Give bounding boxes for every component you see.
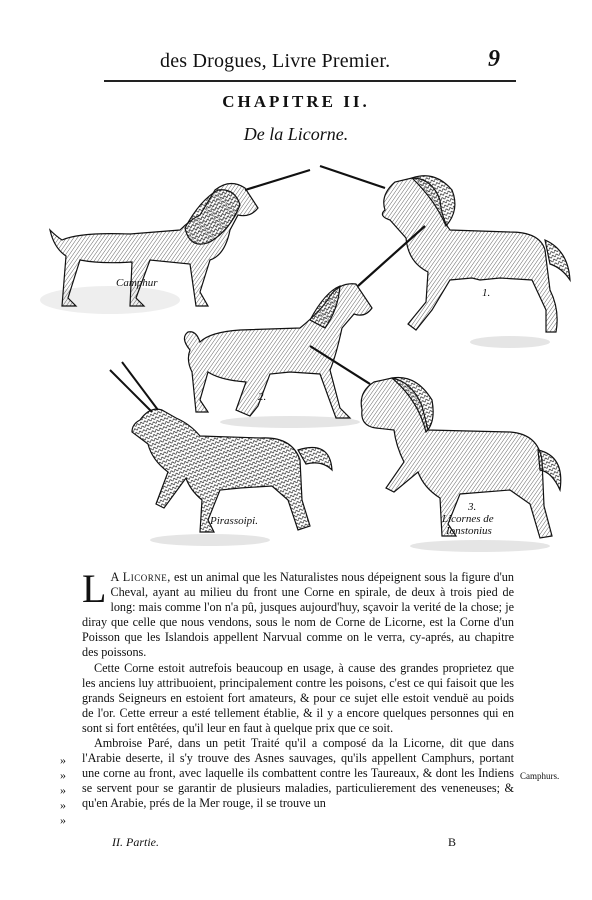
ionstonius-caption-line1: Licornes de	[442, 513, 494, 525]
quote-mark: »	[60, 783, 66, 798]
signature-mark: B	[448, 835, 457, 849]
chapter-title: CHAPITRE II.	[222, 92, 370, 111]
footer-part: II. Partie.	[112, 835, 159, 849]
quote-mark: »	[60, 768, 66, 783]
pirassoipi-figure	[110, 362, 332, 546]
paragraph-3: Ambroise Paré, dans un petit Traité qu'il a composé da la Licorne, dit que dans l'Arabie deserte, il s'y trouve des Asnes sauvages, qu'ils appellent Camphurs, portant une corne au front, avec laquelle ils combattent contre les Taureaux, & dont les Indiens se servent pour se garantir de plusieurs maladies, particulierement des veneneuses; & qu'en Arabie, prés de la Mer rouge, il se trouve un	[82, 736, 514, 811]
margin-note: Camphurs.	[520, 771, 560, 781]
header-rule	[104, 80, 516, 82]
body-text	[82, 566, 514, 812]
engraving-illustration	[40, 160, 580, 560]
camphur-caption: Camphur	[116, 277, 158, 289]
paragraph-1	[82, 566, 514, 661]
quote-mark: »	[60, 753, 66, 767]
unicorn-engraving	[40, 160, 580, 560]
unicorn-3-number: 3.	[468, 501, 477, 513]
quote-mark: »	[60, 798, 66, 813]
quote-mark: »	[60, 813, 66, 828]
page-number: 9	[488, 46, 500, 72]
paragraph-2: Cette Corne estoit autrefois beaucoup en usage, à cause des grandes proprietez que les anciens luy attribuoient, principalement contre les poisons, c'est ce qui faisoit que les grands Seigneurs en estoient fort amateurs, & pour ce sujet elle estoit venduë au poids de l'or. Cette erreur a esté tellement établie, & il y a encore quelques personnes qui en sont si fort entêtées, qu'il leur en faut à quelque prix que ce soit.	[82, 660, 514, 735]
running-head: des Drogues, Livre Premier.	[160, 50, 391, 72]
margin-quote-marks	[60, 753, 78, 828]
unicorn-3-figure	[310, 346, 561, 552]
camphur-figure	[40, 170, 310, 314]
ionstonius-caption-line2: Ionstonius	[446, 525, 492, 537]
paragraph-1-text: est un animal que les Naturalistes nous dépeignent sous la figure d'un Cheval, ayant au milieu du front une Corne en spirale, de deux à trois pied de long: mais comme l'on n'a pû, jusques aujourd'huy, sçavoir la verité de la chose; je diray que celle que nous vendons, sous le nom de Corne de Licorne, est la Corne d'un Poisson que les Islandois appellent Narvual comme on le verra, cy-aprés, au chapitre des poissons.	[82, 570, 514, 660]
unicorn-2-number: 2.	[258, 391, 267, 403]
pirassoipi-caption: Pirassoipi.	[210, 515, 258, 527]
unicorn-1-figure	[320, 166, 570, 348]
drop-cap: L	[82, 566, 107, 611]
paragraph-1-lead: A Licorne,	[110, 570, 171, 584]
unicorn-1-number: 1.	[482, 287, 491, 299]
section-title: De la Licorne.	[243, 124, 349, 144]
